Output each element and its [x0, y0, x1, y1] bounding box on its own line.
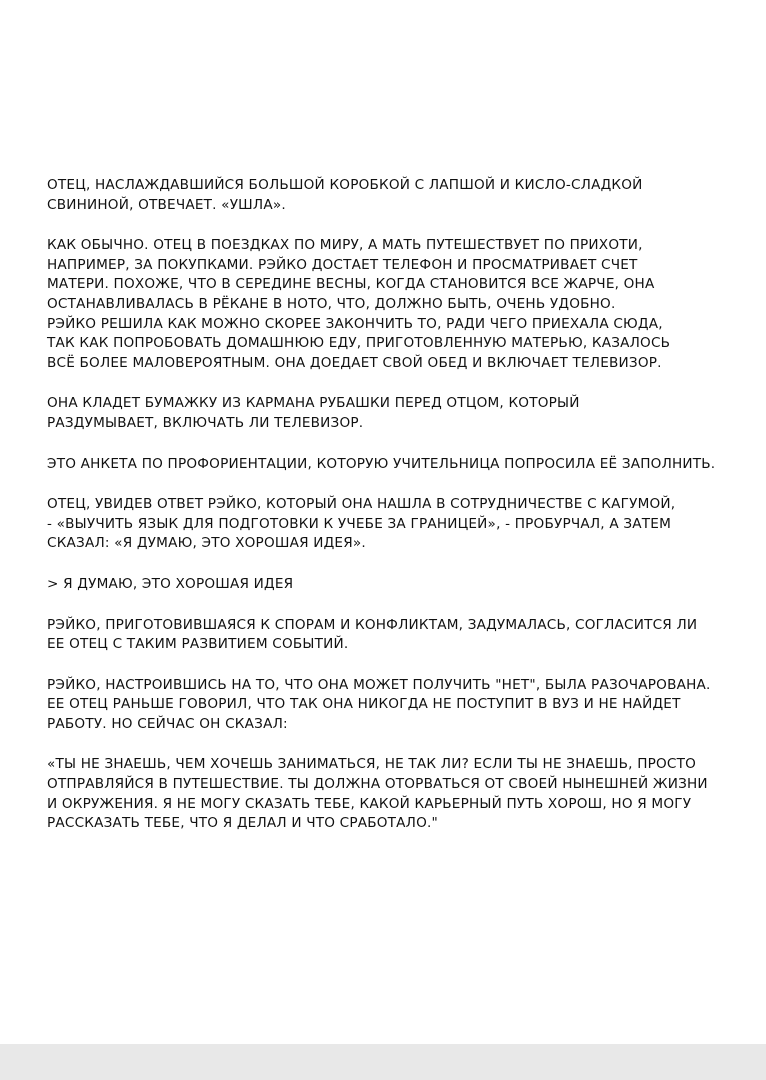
paragraph-9: [47, 755, 727, 833]
text-line: - «ВЫУЧИТЬ ЯЗЫК ДЛЯ ПОДГОТОВКИ К УЧЕБЕ ЗА ГРАНИЦЕЙ», - ПРОБУРЧАЛ, А ЗАТЕМ: [47, 515, 671, 532]
text-line: ЭТО АНКЕТА ПО ПРОФОРИЕНТАЦИИ, КОТОРУЮ УЧИТЕЛЬНИЦА ПОПРОСИЛА ЕЁ ЗАПОЛНИТЬ.: [47, 455, 716, 472]
text-line: РАЗДУМЫВАЕТ, ВКЛЮЧАТЬ ЛИ ТЕЛЕВИЗОР.: [47, 414, 364, 431]
text-line: РАССКАЗАТЬ ТЕБЕ, ЧТО Я ДЕЛАЛ И ЧТО СРАБОТАЛО.": [47, 815, 438, 832]
text-line: > Я ДУМАЮ, ЭТО ХОРОШАЯ ИДЕЯ: [47, 575, 294, 592]
text-line: ЕЕ ОТЕЦ РАНЬШЕ ГОВОРИЛ, ЧТО ТАК ОНА НИКОГДА НЕ ПОСТУПИТ В ВУЗ И НЕ НАЙДЕТ: [47, 696, 681, 713]
text-line: МАТЕРИ. ПОХОЖЕ, ЧТО В СЕРЕДИНЕ ВЕСНЫ, КОГДА СТАНОВИТСЯ ВСЕ ЖАРЧЕ, ОНА: [47, 276, 655, 293]
text-line: РЭЙКО РЕШИЛА КАК МОЖНО СКОРЕЕ ЗАКОНЧИТЬ ТО, РАДИ ЧЕГО ПРИЕХАЛА СЮДА,: [47, 315, 663, 332]
paragraph-7: [47, 616, 727, 655]
paragraph-8: [47, 676, 727, 735]
text-line: РАБОТУ. НО СЕЙЧАС ОН СКАЗАЛ:: [47, 715, 288, 732]
text-line: ВСЁ БОЛЕЕ МАЛОВЕРОЯТНЫМ. ОНА ДОЕДАЕТ СВОЙ ОБЕД И ВКЛЮЧАЕТ ТЕЛЕВИЗОР.: [47, 354, 662, 371]
text-line: ОТЕЦ, НАСЛАЖДАВШИЙСЯ БОЛЬШОЙ КОРОБКОЙ С ЛАПШОЙ И КИСЛО-СЛАДКОЙ: [47, 177, 643, 193]
text-line: ОСТАНАВЛИВАЛАСЬ В РЁКАНЕ В НОТО, ЧТО, ДОЛЖНО БЫТЬ, ОЧЕНЬ УДОБНО.: [47, 295, 616, 312]
text-line: РЭЙКО, НАСТРОИВШИСЬ НА ТО, ЧТО ОНА МОЖЕТ ПОЛУЧИТЬ "НЕТ", БЫЛА РАЗОЧАРОВАНА.: [47, 676, 711, 693]
paragraph-5: [47, 495, 727, 554]
text-line: ОТЕЦ, УВИДЕВ ОТВЕТ РЭЙКО, КОТОРЫЙ ОНА НАШЛА В СОТРУДНИЧЕСТВЕ С КАГУМОЙ,: [47, 496, 676, 513]
text-line: ОТПРАВЛЯЙСЯ В ПУТЕШЕСТВИЕ. ТЫ ДОЛЖНА ОТОРВАТЬСЯ ОТ СВОЕЙ НЫНЕШНЕЙ ЖИЗНИ: [47, 776, 708, 793]
paragraph-6: [47, 575, 727, 595]
text-line: ТАК КАК ПОПРОБОВАТЬ ДОМАШНЮЮ ЕДУ, ПРИГОТОВЛЕННУЮ МАТЕРЬЮ, КАЗАЛОСЬ: [47, 335, 671, 352]
text-line: СВИНИНОЙ, ОТВЕЧАЕТ. «УШЛА».: [47, 196, 286, 213]
paragraph-2: [47, 236, 727, 373]
bottom-margin-strip: [0, 1044, 766, 1080]
text-block: [47, 176, 727, 855]
text-line: ОНА КЛАДЕТ БУМАЖКУ ИЗ КАРМАНА РУБАШКИ ПЕРЕД ОТЦОМ, КОТОРЫЙ: [47, 395, 580, 412]
paragraph-4: [47, 455, 727, 475]
text-line: ЕЕ ОТЕЦ С ТАКИМ РАЗВИТИЕМ СОБЫТИЙ.: [47, 636, 349, 653]
text-line: НАПРИМЕР, ЗА ПОКУПКАМИ. РЭЙКО ДОСТАЕТ ТЕЛЕФОН И ПРОСМАТРИВАЕТ СЧЕТ: [47, 256, 638, 273]
text-line: И ОКРУЖЕНИЯ. Я НЕ МОГУ СКАЗАТЬ ТЕБЕ, КАКОЙ КАРЬЕРНЫЙ ПУТЬ ХОРОШ, НО Я МОГУ: [47, 795, 692, 812]
text-line: «ТЫ НЕ ЗНАЕШЬ, ЧЕМ ХОЧЕШЬ ЗАНИМАТЬСЯ, НЕ ТАК ЛИ? ЕСЛИ ТЫ НЕ ЗНАЕШЬ, ПРОСТО: [47, 756, 697, 773]
text-line: КАК ОБЫЧНО. ОТЕЦ В ПОЕЗДКАХ ПО МИРУ, А МАТЬ ПУТЕШЕСТВУЕТ ПО ПРИХОТИ,: [47, 237, 643, 254]
text-line: РЭЙКО, ПРИГОТОВИВШАЯСЯ К СПОРАМ И КОНФЛИКТАМ, ЗАДУМАЛАСЬ, СОГЛАСИТСЯ ЛИ: [47, 616, 698, 633]
paragraph-1: [47, 176, 727, 215]
paragraph-3: [47, 394, 727, 433]
text-line: СКАЗАЛ: «Я ДУМАЮ, ЭТО ХОРОШАЯ ИДЕЯ».: [47, 535, 366, 552]
